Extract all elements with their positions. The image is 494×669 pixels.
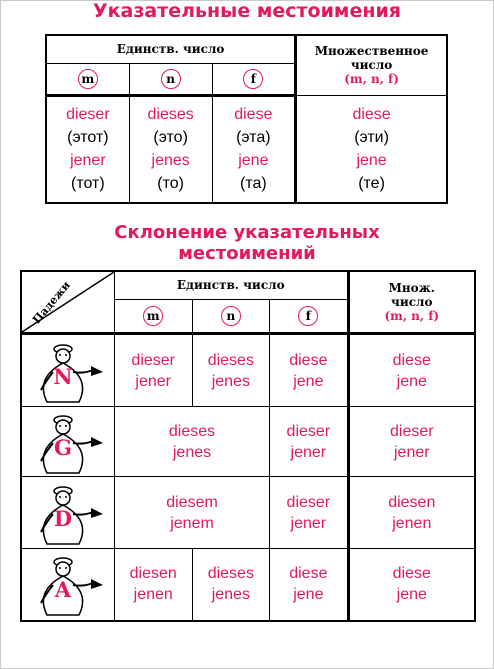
case-letter-d: D	[53, 505, 73, 531]
form: jene	[293, 372, 324, 390]
translation: (это)	[153, 129, 188, 147]
translation: (то)	[157, 175, 184, 193]
form: diese	[392, 565, 431, 583]
form: diesen	[388, 493, 436, 511]
form: diese	[289, 351, 328, 369]
translation: (этот)	[67, 129, 109, 147]
cases-corner-cell	[21, 271, 114, 334]
demonstrative-pronouns-table	[45, 34, 448, 204]
section-title	[0, 222, 494, 264]
d-f-cell	[270, 477, 348, 549]
form: jener	[394, 443, 430, 461]
word: jener	[70, 152, 106, 170]
case-cell-a	[21, 549, 114, 621]
form: jener	[290, 514, 327, 532]
column-m	[46, 95, 129, 203]
form: dieser	[131, 351, 175, 369]
word: jene	[238, 152, 269, 170]
a-n-cell	[192, 549, 270, 621]
form: dieser	[390, 422, 434, 440]
declension-table	[20, 270, 476, 622]
case-letter-n: N	[53, 363, 73, 389]
case-cell-g	[21, 407, 114, 477]
n-f-cell	[270, 334, 348, 407]
n-n-cell	[192, 334, 270, 407]
translation: (тот)	[71, 175, 105, 193]
d-mn-cell	[114, 477, 269, 549]
plural-header-2-line2: число	[391, 295, 433, 309]
form: jenen	[133, 586, 173, 604]
a-m-cell	[114, 549, 192, 621]
translation: (та)	[239, 175, 267, 193]
case-letter-g: G	[53, 434, 72, 460]
cases-label: Падежи	[30, 278, 73, 327]
gender-n-cell	[129, 63, 212, 95]
mascot-a	[23, 551, 113, 617]
gender-m-cell-2	[114, 299, 192, 333]
form: dieses	[207, 351, 254, 369]
mascot-g	[23, 409, 113, 475]
d-pl-cell	[348, 477, 475, 549]
plural-header	[296, 35, 447, 95]
gender-m-cell	[46, 63, 129, 95]
plural-header-line2: число	[350, 58, 393, 73]
column-n	[129, 95, 212, 203]
form: jener	[290, 443, 327, 461]
translation: (эти)	[354, 128, 389, 146]
plural-header-line1: Множественное	[314, 44, 429, 59]
mascot-n	[23, 338, 113, 404]
plural-header-2	[348, 271, 475, 334]
word: jenes	[151, 152, 190, 170]
form: dieses	[168, 422, 216, 440]
gender-m-badge-2: m	[143, 306, 163, 326]
translation: (эта)	[236, 129, 271, 147]
gender-f-badge-2: f	[298, 306, 318, 326]
form: jenem	[170, 514, 214, 532]
form: jenes	[172, 443, 212, 461]
word: diese	[352, 105, 391, 123]
form: jene	[396, 372, 427, 390]
section-title-line2: местоимений	[178, 243, 316, 264]
form: dieser	[286, 422, 331, 440]
a-pl-cell	[348, 549, 475, 621]
a-f-cell	[270, 549, 348, 621]
word: jene	[356, 151, 387, 169]
mascot-d	[23, 480, 113, 546]
form: dieser	[286, 493, 331, 511]
word: dieses	[147, 106, 194, 124]
cases-corner	[22, 272, 114, 332]
form: diesem	[166, 493, 218, 511]
gender-f-cell-2	[270, 299, 348, 333]
form: jene	[293, 586, 324, 604]
n-pl-cell	[348, 334, 475, 407]
case-cell-d	[21, 477, 114, 549]
form: jenen	[392, 514, 432, 532]
g-mn-cell	[114, 407, 269, 477]
form: jenes	[211, 372, 250, 390]
plural-header-2-genders: (m, n, f)	[384, 309, 440, 323]
gender-m-badge: m	[78, 69, 98, 89]
translation: (те)	[358, 174, 385, 192]
gender-n-badge: n	[161, 69, 181, 89]
plural-header-2-line1: Множ.	[388, 281, 435, 295]
singular-header-2: Единств. число	[114, 271, 348, 299]
column-f	[212, 95, 296, 203]
section-title-line1: Склонение указательных	[114, 222, 380, 243]
gender-n-badge-2: n	[221, 306, 241, 326]
gender-f-badge: f	[243, 69, 263, 89]
form: jenes	[211, 586, 250, 604]
page-title: Указательные местоимения	[93, 0, 401, 22]
form: jener	[135, 372, 171, 390]
gender-n-cell-2	[192, 299, 270, 333]
gender-f-cell	[212, 63, 296, 95]
word: diese	[234, 106, 273, 124]
form: jene	[396, 586, 427, 604]
g-pl-cell	[348, 407, 475, 477]
case-cell-n	[21, 334, 114, 407]
column-plural	[296, 95, 447, 203]
form: diesen	[129, 565, 177, 583]
form: dieses	[207, 565, 254, 583]
case-letter-a: A	[54, 577, 72, 603]
word: dieser	[66, 106, 110, 124]
form: diese	[392, 351, 431, 369]
n-m-cell	[114, 334, 192, 407]
g-f-cell	[270, 407, 348, 477]
plural-header-genders: (m, n, f)	[344, 72, 399, 87]
singular-header: Единств. число	[46, 35, 296, 63]
form: diese	[289, 565, 328, 583]
